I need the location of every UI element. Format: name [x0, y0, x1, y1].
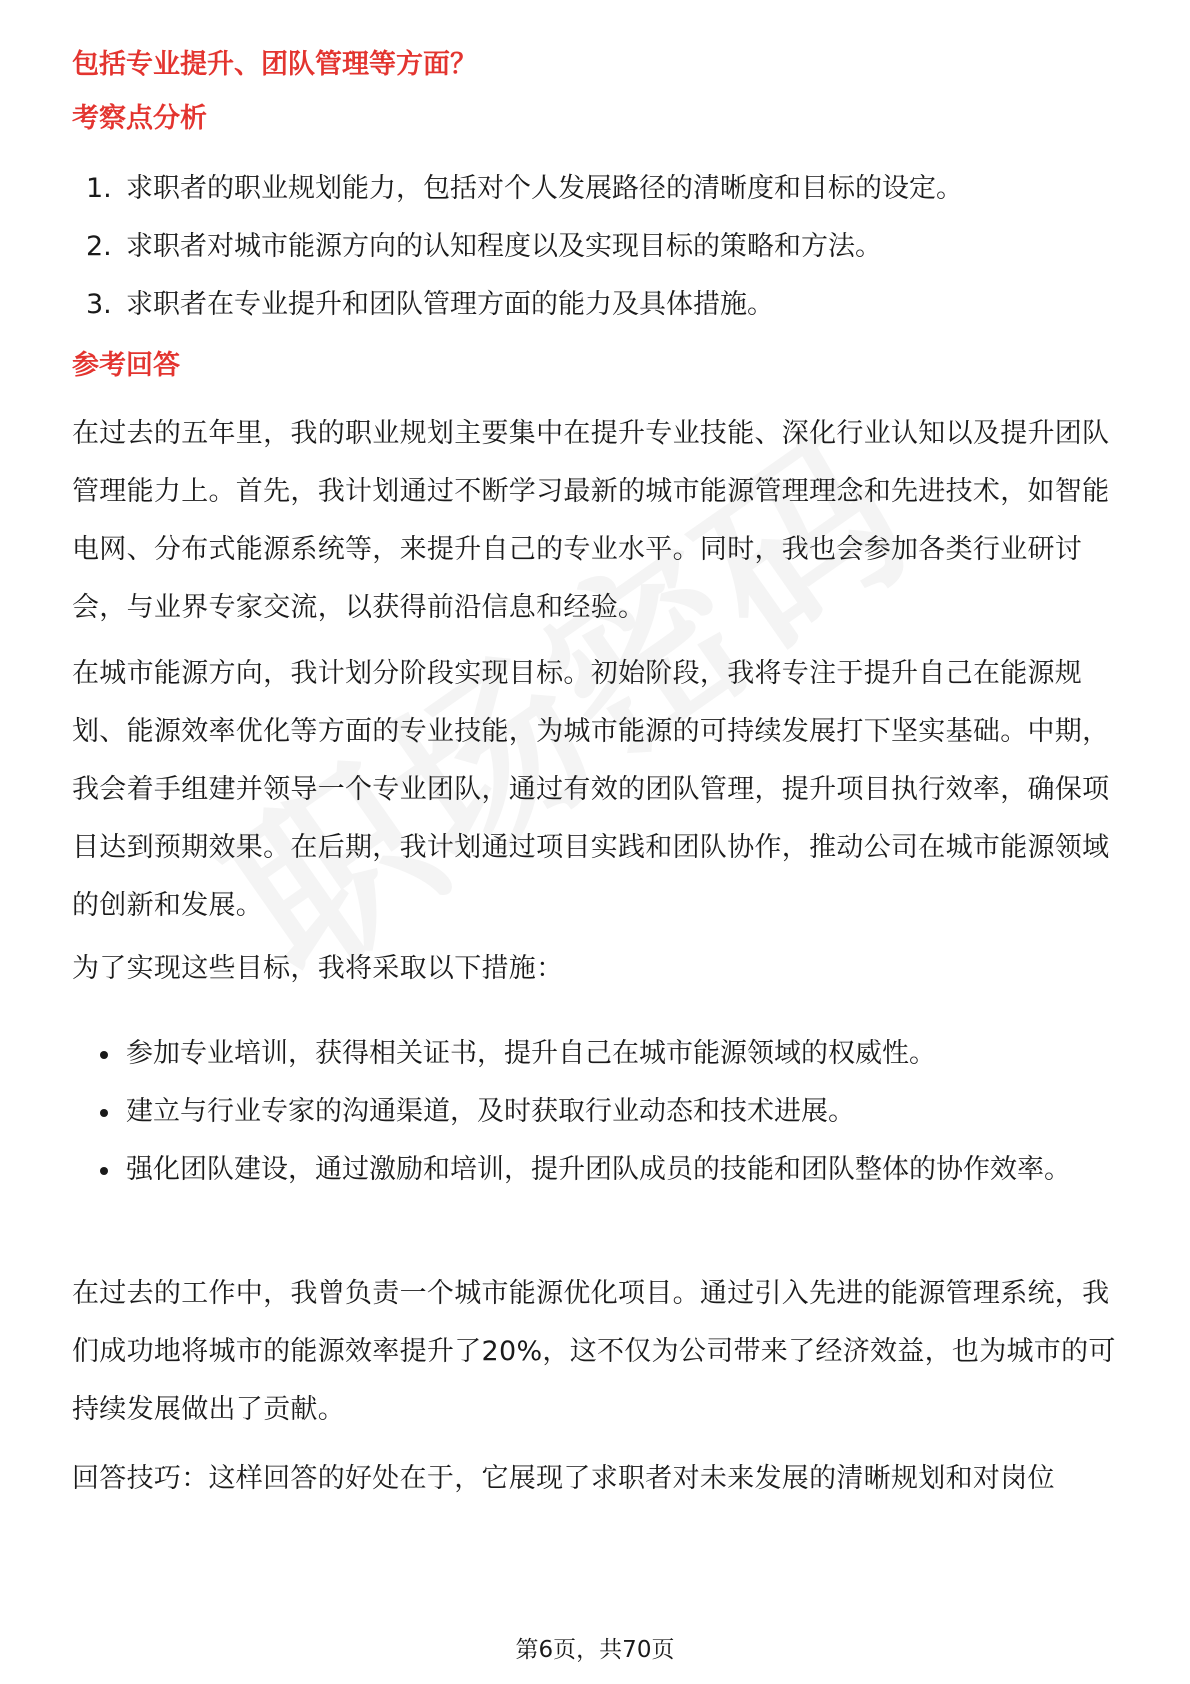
list-number: 2. — [86, 231, 112, 262]
analysis-point-text: 求职者在专业提升和团队管理方面的能力及具体措施。 — [126, 289, 774, 320]
page-footer: 第6页，共70页 — [515, 1637, 675, 1663]
bullet-dot-icon — [100, 1167, 108, 1175]
answer-paragraph-4: 在过去的工作中，我曾负责一个城市能源优化项目。通过引入先进的能源管理系统，我们成功地将城市的能源效率提升了20%，这不仅为公司带来了经济效益，也为城市的可持续发展做出了贡献。 — [72, 1278, 1116, 1425]
measure-text: 强化团队建设，通过激励和培训，提升团队成员的技能和团队整体的协作效率。 — [126, 1154, 1071, 1185]
analysis-point-item — [0, 218, 1190, 276]
measure-item — [0, 1141, 1190, 1199]
measure-item — [0, 1025, 1190, 1083]
analysis-point-item — [0, 276, 1190, 334]
intro-question-heading: 包括专业提升、团队管理等方面？ — [72, 49, 477, 80]
bullet-dot-icon — [100, 1109, 108, 1117]
answer-heading: 参考回答 — [72, 350, 180, 381]
bullet-dot-icon — [100, 1051, 108, 1059]
measure-list — [0, 1025, 1190, 1199]
list-number: 1. — [86, 173, 112, 204]
list-number: 3. — [86, 289, 112, 320]
measure-text: 建立与行业专家的沟通渠道，及时获取行业动态和技术进展。 — [126, 1096, 855, 1127]
measure-text: 参加专业培训，获得相关证书，提升自己在城市能源领域的权威性。 — [126, 1038, 936, 1069]
analysis-point-list — [0, 160, 1190, 334]
answer-paragraph-2: 在城市能源方向，我计划分阶段实现目标。初始阶段，我将专注于提升自己在能源规划、能源效率优化等方面的专业技能，为城市能源的可持续发展打下坚实基础。中期，我会着手组建并领导一个专业团队，通过有效的团队管理，提升项目执行效率，确保项目达到预期效果。在后期，我计划通过项目实践和团队协作，推动公司在城市能源领域的创新和发展。 — [72, 658, 1110, 921]
analysis-point-item — [0, 160, 1190, 218]
measure-item — [0, 1083, 1190, 1141]
analysis-point-text: 求职者对城市能源方向的认知程度以及实现目标的策略和方法。 — [126, 231, 882, 262]
analysis-heading: 考察点分析 — [72, 103, 207, 134]
answer-tip: 回答技巧：这样回答的好处在于，它展现了求职者对未来发展的清晰规划和对岗位 — [72, 1463, 1055, 1494]
answer-paragraph-3: 为了实现这些目标，我将采取以下措施： — [72, 953, 564, 984]
analysis-point-text: 求职者的职业规划能力，包括对个人发展路径的清晰度和目标的设定。 — [126, 173, 963, 204]
answer-paragraph-1: 在过去的五年里，我的职业规划主要集中在提升专业技能、深化行业认知以及提升团队管理能力上。首先，我计划通过不断学习最新的城市能源管理理念和先进技术，如智能电网、分布式能源系统等，来提升自己的专业水平。同时，我也会参加各类行业研讨会，与业界专家交流，以获得前沿信息和经验。 — [72, 418, 1110, 623]
